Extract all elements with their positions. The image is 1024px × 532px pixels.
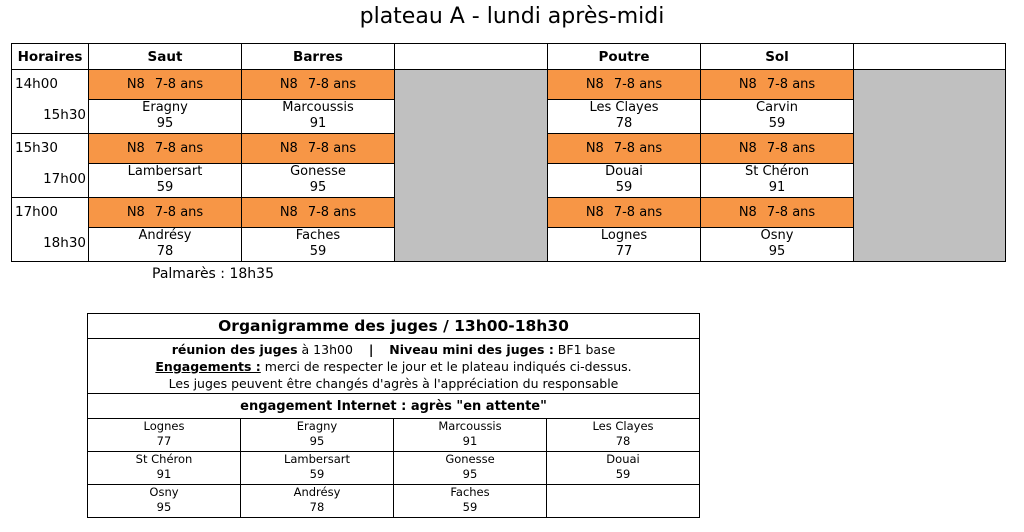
level-cell-sol: [701, 134, 854, 164]
club-number: 59: [309, 244, 327, 259]
club-number: 91: [768, 180, 786, 195]
time-start: 17h00: [15, 204, 58, 220]
club-cell-saut: [89, 100, 242, 134]
engagements-text: merci de respecter le jour et le plateau indiqués ci-dessus.: [260, 358, 632, 374]
rotation-level-row: [12, 70, 1006, 100]
club-number: 59: [309, 467, 325, 481]
header-sol: Sol: [701, 44, 854, 70]
club-name: Faches: [450, 485, 490, 499]
club-cell-poutre: [548, 100, 701, 134]
club-name: St Chéron: [135, 452, 193, 466]
club-name: St Chéron: [744, 164, 810, 179]
level-cell-sol: [701, 70, 854, 100]
level-label: N8: [585, 205, 604, 220]
time-end: 18h30: [43, 235, 86, 251]
level-label: N8: [738, 141, 757, 156]
club-cell-sol: [701, 164, 854, 198]
club-number: 78: [615, 116, 633, 131]
header-empty-2: [854, 44, 1006, 70]
time-start: 15h30: [15, 140, 58, 156]
level-label: N8: [126, 141, 145, 156]
time-slot: [12, 198, 89, 262]
club-cell-sol: [701, 228, 854, 262]
empty-column-2: [854, 70, 1006, 262]
club-number: 59: [615, 180, 633, 195]
age-label: 7-8 ans: [766, 77, 816, 92]
age-label: 7-8 ans: [307, 205, 357, 220]
club-name: Andrésy: [138, 228, 192, 243]
judge-club-cell: [241, 485, 394, 518]
judge-club-cell-empty: [547, 485, 700, 518]
club-name: Lambersart: [283, 452, 351, 466]
level-label: N8: [126, 77, 145, 92]
age-label: 7-8 ans: [307, 141, 357, 156]
engagements-label: Engagements :: [155, 358, 261, 374]
club-name: Osny: [760, 228, 794, 243]
judge-club-cell: [241, 452, 394, 485]
page-title: plateau A - lundi après-midi: [359, 4, 665, 29]
club-cell-barres: [242, 164, 395, 198]
club-number: 77: [156, 434, 172, 448]
level-cell-saut: [89, 70, 242, 100]
club-number: 95: [309, 434, 325, 448]
header-empty-1: [395, 44, 548, 70]
judges-title: Organigramme des juges / 13h00-18h30: [88, 314, 700, 339]
club-name: Gonesse: [445, 452, 495, 466]
club-cell-poutre: [548, 228, 701, 262]
club-number: 91: [309, 116, 327, 131]
club-number: 91: [156, 467, 172, 481]
club-cell-barres: [242, 228, 395, 262]
club-name: Faches: [295, 228, 341, 243]
club-number: 78: [156, 244, 174, 259]
judge-club-cell: [547, 419, 700, 452]
club-number: 91: [462, 434, 478, 448]
level-cell-sol: [701, 198, 854, 228]
header-horaires: Horaires: [12, 44, 89, 70]
header-barres: Barres: [242, 44, 395, 70]
meeting-label: réunion des juges: [171, 341, 298, 357]
judge-club-cell: [241, 419, 394, 452]
judge-club-cell: [394, 485, 547, 518]
time-end: 17h00: [43, 171, 86, 187]
level-cell-barres: [242, 70, 395, 100]
club-cell-saut: [89, 228, 242, 262]
engagements-line: [88, 358, 699, 375]
club-name: Gonesse: [290, 164, 346, 179]
level-min-value: BF1 base: [553, 341, 616, 357]
separator: |: [368, 341, 374, 357]
age-label: 7-8 ans: [613, 77, 663, 92]
internet-engagement: engagement Internet : agrès "en attente": [88, 394, 700, 419]
age-label: 7-8 ans: [154, 205, 204, 220]
club-number: 95: [768, 244, 786, 259]
judge-club-cell: [88, 419, 241, 452]
club-number: 59: [615, 467, 631, 481]
level-label: N8: [279, 141, 298, 156]
judges-info: [88, 339, 700, 394]
judge-club-cell: [394, 452, 547, 485]
level-label: N8: [585, 77, 604, 92]
club-cell-poutre: [548, 164, 701, 198]
time-start: 14h00: [15, 76, 58, 92]
level-cell-barres: [242, 134, 395, 164]
club-name: Osny: [149, 485, 179, 499]
club-name: Carvin: [756, 100, 798, 115]
level-label: N8: [279, 77, 298, 92]
level-label: N8: [279, 205, 298, 220]
club-name: Les Clayes: [592, 419, 654, 433]
club-name: Les Clayes: [589, 100, 659, 115]
club-number: 95: [156, 116, 174, 131]
level-cell-saut: [89, 198, 242, 228]
club-number: 95: [156, 500, 172, 514]
level-cell-poutre: [548, 134, 701, 164]
level-min-label: Niveau mini des juges :: [389, 341, 554, 357]
club-number: 78: [309, 500, 325, 514]
level-cell-poutre: [548, 198, 701, 228]
age-label: 7-8 ans: [307, 77, 357, 92]
club-name: Marcoussis: [282, 100, 354, 115]
club-name: Andrésy: [293, 485, 341, 499]
empty-column-1: [395, 70, 548, 262]
time-slot: [12, 134, 89, 198]
level-label: N8: [585, 141, 604, 156]
club-name: Lognes: [143, 419, 185, 433]
age-label: 7-8 ans: [766, 141, 816, 156]
time-slot: [12, 70, 89, 134]
schedule-table: [11, 43, 1006, 262]
club-number: 59: [156, 180, 174, 195]
club-name: Marcoussis: [438, 419, 502, 433]
club-name: Eragny: [142, 100, 188, 115]
level-label: N8: [126, 205, 145, 220]
club-number: 95: [462, 467, 478, 481]
judges-table: [87, 313, 700, 518]
header-poutre: Poutre: [548, 44, 701, 70]
schedule-header-row: [12, 44, 1006, 70]
club-number: 95: [309, 180, 327, 195]
club-name: Douai: [605, 164, 643, 179]
club-cell-sol: [701, 100, 854, 134]
club-name: Eragny: [296, 419, 338, 433]
level-cell-poutre: [548, 70, 701, 100]
club-name: Douai: [606, 452, 640, 466]
time-end: 15h30: [43, 107, 86, 123]
club-name: Lognes: [600, 228, 648, 243]
level-cell-saut: [89, 134, 242, 164]
meeting-value: à 13h00: [297, 341, 353, 357]
judges-grid-row: [88, 485, 700, 518]
age-label: 7-8 ans: [154, 141, 204, 156]
age-label: 7-8 ans: [154, 77, 204, 92]
palmares-time: Palmarès : 18h35: [152, 266, 274, 282]
judge-club-cell: [88, 452, 241, 485]
judge-club-cell: [88, 485, 241, 518]
age-label: 7-8 ans: [613, 141, 663, 156]
age-label: 7-8 ans: [613, 205, 663, 220]
level-label: N8: [738, 205, 757, 220]
header-saut: Saut: [89, 44, 242, 70]
age-label: 7-8 ans: [766, 205, 816, 220]
judge-club-cell: [394, 419, 547, 452]
club-number: 59: [768, 116, 786, 131]
judges-meeting-line: [88, 341, 699, 358]
judges-note: Les juges peuvent être changés d'agrès à l'appréciation du responsable: [168, 375, 619, 391]
level-cell-barres: [242, 198, 395, 228]
club-number: 77: [615, 244, 633, 259]
club-cell-barres: [242, 100, 395, 134]
judges-grid-row: [88, 419, 700, 452]
judges-grid-row: [88, 452, 700, 485]
club-name: Lambersart: [127, 164, 203, 179]
club-number: 59: [462, 500, 478, 514]
club-number: 78: [615, 434, 631, 448]
judge-club-cell: [547, 452, 700, 485]
level-label: N8: [738, 77, 757, 92]
club-cell-saut: [89, 164, 242, 198]
